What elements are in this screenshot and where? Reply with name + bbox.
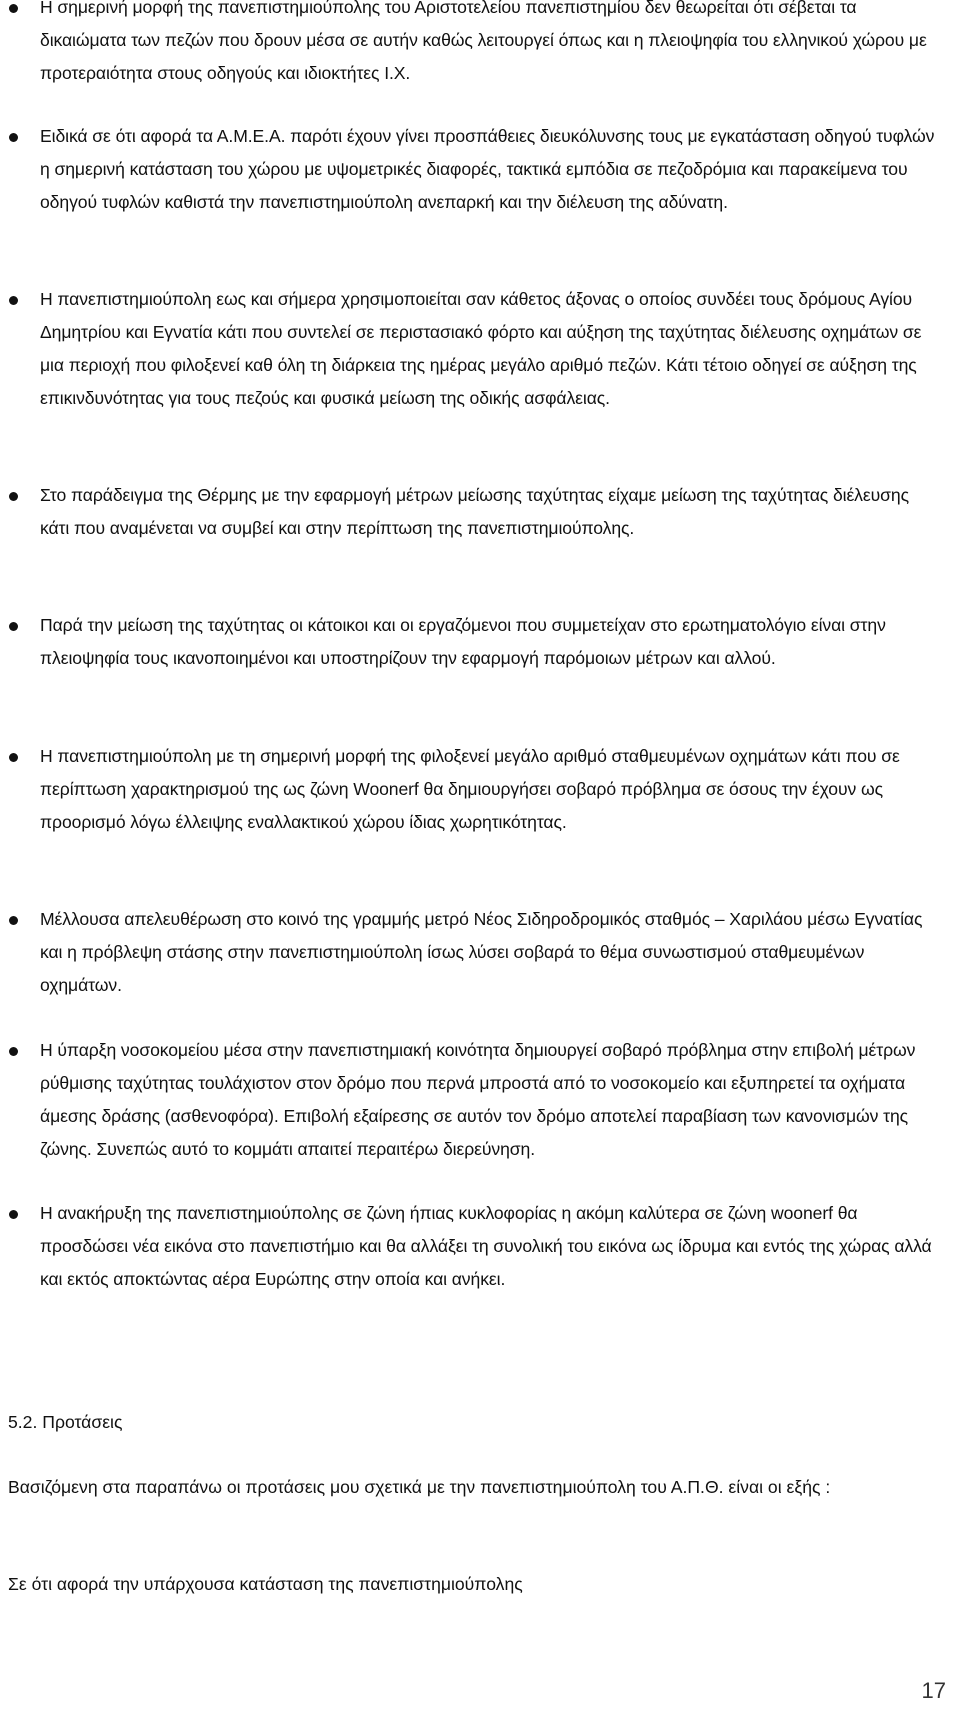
- bullet-icon: [9, 296, 18, 305]
- subheading: Σε ότι αφορά την υπάρχουσα κατάσταση της πανεπιστημιούπολης: [8, 1574, 523, 1594]
- list-item: Η ανακήρυξη της πανεπιστημιούπολης σε ζώνη ήπιας κυκλοφορίας η ακόμη καλύτερα σε ζώνη woonerf θα προσδώσει νέα εικόνα στο πανεπιστήμιο και θα αλλάξει τη συνολική του εικόνα ως ίδρυμα και εντός της χώρας αλλά και εκτός αποκτώντας αέρα Ευρώπης στην οποία και ανήκει.: [40, 1197, 940, 1296]
- section-heading: 5.2. Προτάσεις: [8, 1412, 123, 1432]
- bullet-icon: [9, 1210, 18, 1219]
- list-item: Παρά την μείωση της ταχύτητας οι κάτοικοι και οι εργαζόμενοι που συμμετείχαν στο ερωτηματολόγιο είναι στην πλειοψηφία τους ικανοποιημένοι και υποστηρίζουν την εφαρμογή παρόμοιων μέτρων και αλλού.: [40, 609, 940, 675]
- bullet-icon: [9, 622, 18, 631]
- bullet-icon: [9, 1047, 18, 1056]
- bullet-icon: [9, 753, 18, 762]
- page-number: 17: [921, 1678, 946, 1703]
- bullet-icon: [9, 492, 18, 501]
- list-item: Ειδικά σε ότι αφορά τα Α.Μ.Ε.Α. παρότι έχουν γίνει προσπάθειες διευκόλυνσης τους με εγκατάσταση οδηγού τυφλών η σημερινή κατάσταση του χώρου με υψομετρικές διαφορές, τακτικά εμπόδια σε πεζοδρόμια και παρακείμενα του οδηγού τυφλών καθιστά την πανεπιστημιούπολη ανεπαρκή και την διέλευση της αδύνατη.: [40, 120, 940, 219]
- bullet-icon: [9, 916, 18, 925]
- bullet-icon: [9, 4, 18, 13]
- list-item: Μέλλουσα απελευθέρωση στο κοινό της γραμμής μετρό Νέος Σιδηροδρομικός σταθμός – Χαριλάου μέσω Εγνατίας και η πρόβλεψη στάσης στην πανεπιστημιούπολη ίσως λύσει σοβαρά το θέμα συνωστισμού σταθμευμένων οχημάτων.: [40, 903, 940, 1002]
- list-item: Η πανεπιστημιούπολη εως και σήμερα χρησιμοποιείται σαν κάθετος άξονας ο οποίος συνδέει τους δρόμους Αγίου Δημητρίου και Εγνατία κάτι που συντελεί σε περιστασιακό φόρτο και αύξηση της ταχύτητας διέλευσης οχημάτων σε μια περιοχή που φιλοξενεί καθ όλη τη διάρκεια της ημέρας μεγάλο αριθμό πεζών. Κάτι τέτοιο οδηγεί σε αύξηση της επικινδυνότητας για τους πεζούς και φυσικά μείωση της οδικής ασφάλειας.: [40, 283, 940, 415]
- list-item: Η ύπαρξη νοσοκομείου μέσα στην πανεπιστημιακή κοινότητα δημιουργεί σοβαρό πρόβλημα στην επιβολή μέτρων ρύθμισης ταχύτητας τουλάχιστον στον δρόμο που περνά μπροστά από το νοσοκομείο και εξυπηρετεί τα οχήματα άμεσης δράσης (ασθενοφόρα). Επιβολή εξαίρεσης σε αυτόν τον δρόμο αποτελεί παραβίαση των κανονισμών της ζώνης. Συνεπώς αυτό το κομμάτι απαιτεί περαιτέρω διερεύνηση.: [40, 1034, 940, 1166]
- bullet-icon: [9, 133, 18, 142]
- list-item: Στο παράδειγμα της Θέρμης με την εφαρμογή μέτρων μείωσης ταχύτητας είχαμε μείωση της ταχύτητας διέλευσης κάτι που αναμένεται να συμβεί και στην περίπτωση της πανεπιστημιούπολης.: [40, 479, 940, 545]
- list-item: Η σημερινή μορφή της πανεπιστημιούπολης του Αριστοτελείου πανεπιστημίου δεν θεωρείται ότι σέβεται τα δικαιώματα των πεζών που δρουν μέσα σε αυτήν καθώς λειτουργεί όπως και η πλειοψηφία του ελληνικού χώρου με προτεραιότητα στους οδηγούς και ιδιοκτήτες Ι.Χ.: [40, 0, 940, 90]
- list-item: Η πανεπιστημιούπολη με τη σημερινή μορφή της φιλοξενεί μεγάλο αριθμό σταθμευμένων οχημάτων κάτι που σε περίπτωση χαρακτηρισμού της ως ζώνη Woonerf θα δημιουργήσει σοβαρό πρόβλημα σε όσους την έχουν ως προορισμό λόγω έλλειψης εναλλακτικού χώρου ίδιας χωρητικότητας.: [40, 740, 940, 839]
- intro-paragraph: Βασιζόμενη στα παραπάνω οι προτάσεις μου σχετικά με την πανεπιστημιούπολη του Α.Π.Θ. είναι οι εξής :: [8, 1477, 831, 1497]
